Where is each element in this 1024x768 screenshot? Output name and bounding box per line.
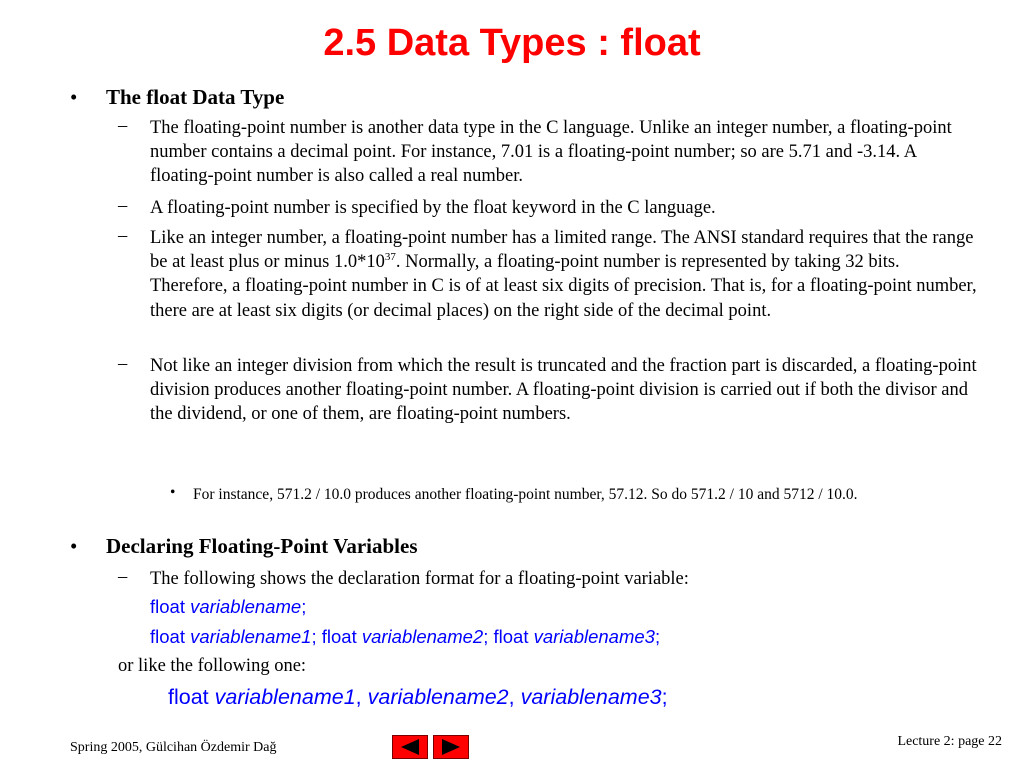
slide-title: 2.5 Data Types : float	[323, 22, 701, 64]
dash: –	[118, 196, 128, 216]
separator: ;	[311, 626, 322, 647]
paragraph-float-division: Not like an integer division from which the result is truncated and the fraction part is discarded, a floating-point division produces another floating-point number. A floating-point division is carried out if both the divisor and the dividend, or one of them, are floating-point numbers.	[150, 356, 977, 425]
variable-name-3: variablename3	[533, 626, 655, 647]
section-heading-float: The float Data Type	[106, 85, 285, 109]
separator: ;	[483, 626, 494, 647]
range-text-a: Like an integer number, a floating-point number has a limited range. The ANSI standard requires that the range be at least plus or minus 1.0*10	[150, 228, 974, 273]
footer-page-number: Lecture 2: page 22	[897, 734, 1002, 749]
code-line-single	[150, 596, 306, 618]
dash: –	[118, 354, 128, 374]
exponent: 37	[384, 251, 396, 264]
keyword-float: float	[150, 596, 185, 617]
semicolon: ;	[301, 596, 307, 617]
variable-name-2: variablename2	[367, 685, 509, 709]
semicolon: ;	[661, 685, 668, 709]
footer-author: Spring 2005, Gülcihan Özdemir Dağ	[70, 740, 277, 755]
keyword-float: float	[493, 626, 529, 647]
prev-slide-button[interactable]	[392, 735, 428, 759]
triangle-left-icon	[393, 736, 427, 758]
section-heading-declaring: Declaring Floating-Point Variables	[106, 534, 418, 558]
code-line-combined	[168, 685, 668, 710]
code-line-multiple	[150, 626, 660, 648]
variable-name: variablename	[190, 596, 302, 617]
bullet: •	[70, 85, 78, 109]
example-division: For instance, 571.2 / 10.0 produces another floating-point number, 57.12. So do 571.2 / 10 and 5712 / 10.0.	[193, 486, 858, 503]
variable-name-3: variablename3	[520, 685, 662, 709]
sub-bullet: •	[170, 484, 176, 501]
keyword-float: float	[321, 626, 357, 647]
dash: –	[118, 116, 128, 136]
keyword-float: float	[168, 685, 209, 709]
keyword-float: float	[150, 626, 185, 647]
range-text-b: . Normally, a floating-point number is represented by taking 32 bits. Therefore, a floating-point number in C is of at least six digits of precision. That is, for a floating-point number, there are at least six digits (or decimal places) on the right side of the decimal point.	[150, 252, 977, 321]
next-slide-button[interactable]	[433, 735, 469, 759]
paragraph-declaration-format: The following shows the declaration format for a floating-point variable:	[150, 569, 689, 589]
semicolon: ;	[654, 626, 661, 647]
paragraph-float-range	[150, 226, 980, 323]
variable-name-1: variablename1	[190, 626, 312, 647]
paragraph-float-keyword: A floating-point number is specified by the float keyword in the C language.	[150, 198, 716, 218]
paragraph-float-intro: The floating-point number is another data type in the C language. Unlike an integer number, a floating-point number contains a decimal point. For instance, 7.01 is a floating-point number; so are 5.71 and -3.14. A floating-point number is also called a real number.	[150, 118, 952, 187]
separator: ,	[355, 685, 368, 709]
or-like-text: or like the following one:	[118, 656, 307, 676]
triangle-right-icon	[434, 736, 468, 758]
variable-name-1: variablename1	[214, 685, 356, 709]
bullet: •	[70, 534, 78, 558]
dash: –	[118, 567, 128, 587]
variable-name-2: variablename2	[361, 626, 484, 647]
dash: –	[118, 226, 128, 246]
separator: ,	[508, 685, 521, 709]
